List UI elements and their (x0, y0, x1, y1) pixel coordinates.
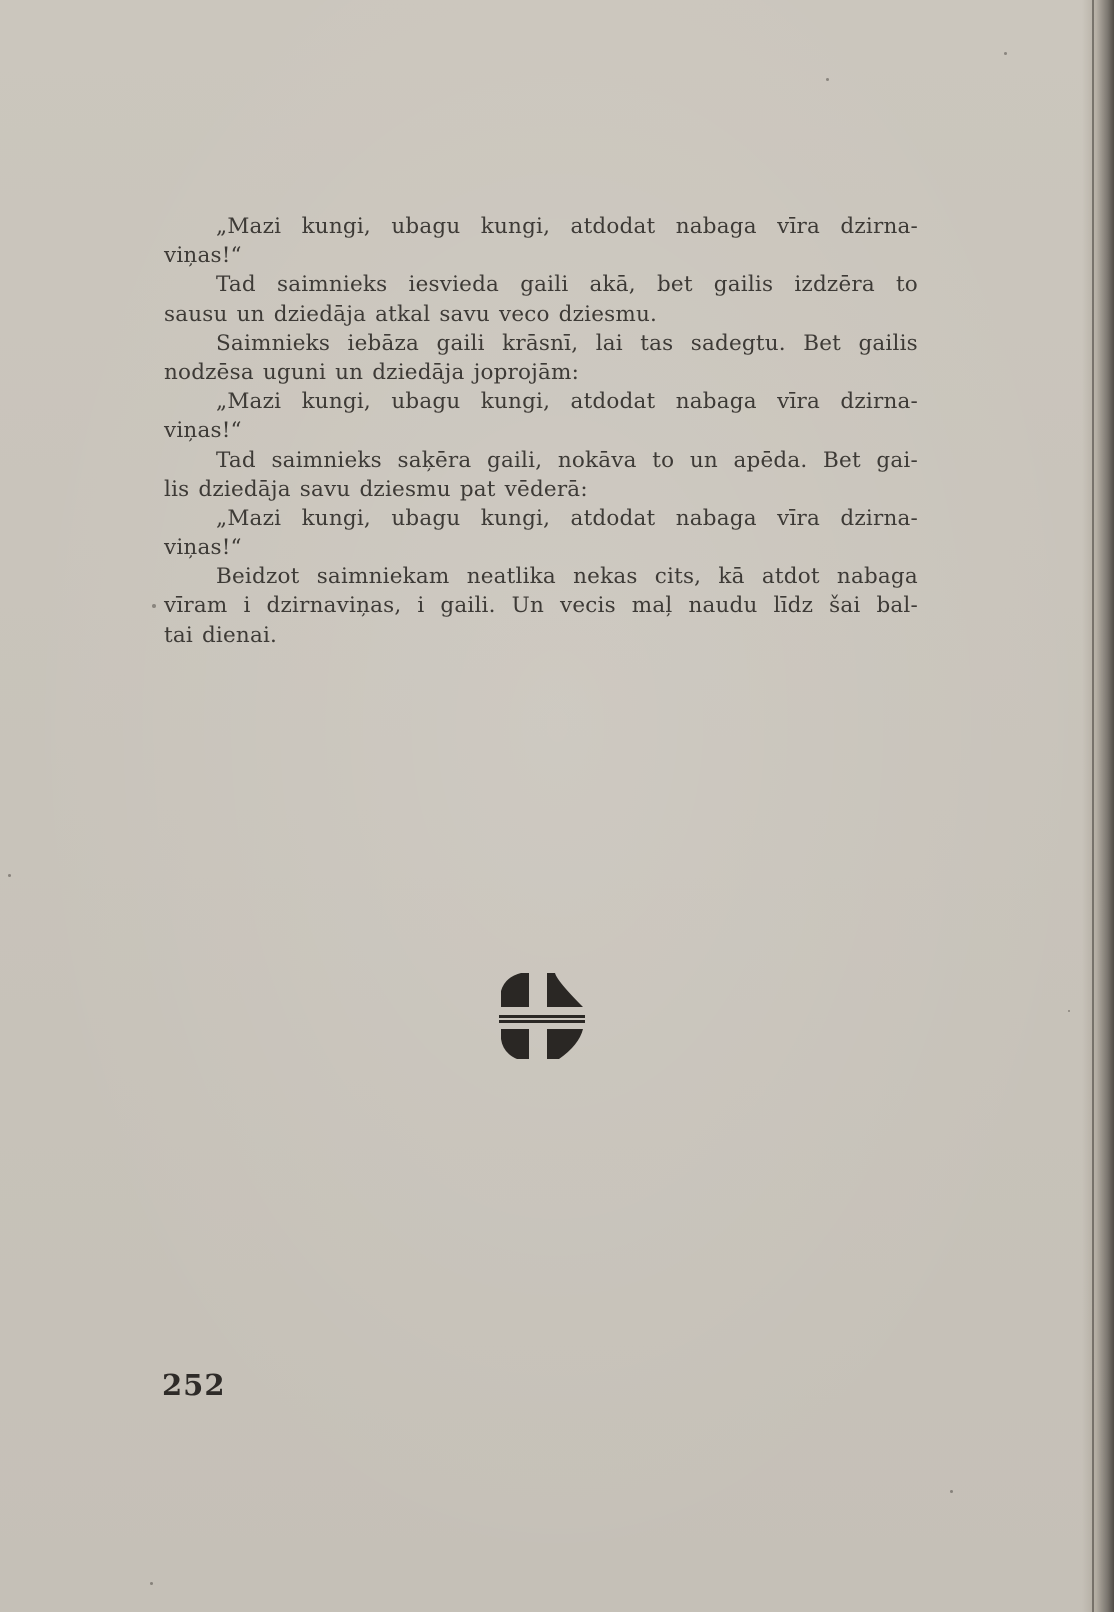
text-word: vīra (777, 389, 821, 415)
printers-ornament-icon (499, 971, 585, 1061)
text-word: un (689, 447, 718, 473)
text-word: neatlika (466, 564, 556, 590)
text-line (164, 387, 918, 416)
text-word: dziedāja (198, 476, 291, 502)
text-word: dziedāja (273, 301, 367, 327)
text-word: nabaga (675, 214, 757, 239)
text-word: nabaga (675, 389, 757, 415)
text-line (164, 416, 918, 445)
text-word: gailis (713, 272, 774, 298)
text-word: Bet (823, 447, 861, 473)
text-word: sadegtu. (690, 330, 786, 356)
paper-speck (1004, 52, 1007, 55)
text-word: saimnieks (271, 447, 382, 473)
text-word: lai (595, 330, 623, 356)
text-word: dziesmu (359, 476, 451, 502)
text-word: viņas!“ (164, 418, 242, 444)
text-word: Un (511, 593, 545, 619)
text-word: akā, (589, 272, 636, 298)
text-word: bal- (876, 593, 918, 619)
text-word: ubagu (391, 505, 461, 531)
text-word: pat (459, 476, 496, 502)
text-word: „Mazi (216, 389, 282, 415)
text-word: vīra (777, 214, 821, 239)
text-word: nekas (573, 564, 638, 590)
text-word: saķēra (397, 447, 472, 473)
text-word: kungi, (480, 214, 551, 239)
text-word: ubagu (391, 389, 461, 415)
page-number: 252 (162, 1368, 226, 1402)
text-word: saimnieks (276, 272, 388, 298)
text-word: sausu (164, 301, 228, 327)
text-word: un (236, 301, 265, 327)
text-word: naudu (688, 593, 758, 619)
text-word: dzirna- (840, 389, 918, 415)
text-word: iesvieda (408, 272, 500, 298)
text-word: līdz (773, 593, 814, 619)
text-word: gailis (858, 330, 918, 356)
text-word: kā (718, 564, 745, 590)
text-word: dzirna- (840, 505, 918, 531)
text-word: savu (299, 476, 351, 502)
text-line (164, 591, 918, 620)
text-word: ubagu (391, 214, 461, 239)
text-word: gaili. (440, 593, 496, 619)
text-word: dzirna- (840, 214, 918, 239)
text-word: vīra (777, 505, 821, 531)
text-word: Bet (803, 330, 842, 356)
text-line (164, 300, 918, 329)
text-word: Tad (216, 272, 256, 298)
body-text (164, 212, 918, 650)
text-word: vecis (559, 593, 616, 619)
text-line (164, 270, 918, 299)
text-word: vēderā: (504, 476, 588, 502)
text-word: atdodat (570, 389, 656, 415)
text-word: to (895, 272, 918, 298)
text-word: dienai. (201, 622, 278, 648)
text-word: i (417, 593, 425, 619)
text-line (164, 621, 918, 650)
text-word: dzirnaviņas, (266, 593, 402, 619)
text-line (164, 212, 918, 241)
text-word: kungi, (480, 505, 551, 531)
text-line (164, 562, 918, 591)
paper-speck (150, 1582, 153, 1585)
text-word: izdzēra (794, 272, 875, 298)
text-word: saimniekam (316, 564, 450, 590)
text-word: atdodat (570, 505, 656, 531)
text-word: apēda. (733, 447, 808, 473)
text-word: to (652, 447, 675, 473)
text-word: nabaga (675, 505, 757, 531)
page-binding-shadow (1082, 0, 1114, 1612)
text-word: iebāza (347, 330, 420, 356)
text-line (164, 504, 918, 533)
text-word: gaili (520, 272, 569, 298)
text-word: cits, (654, 564, 702, 590)
text-word: tas (640, 330, 674, 356)
text-word: savu (439, 301, 490, 327)
text-line (164, 446, 918, 475)
text-word: gaili, (486, 447, 543, 473)
text-line (164, 358, 918, 387)
text-word: dziedāja (372, 359, 465, 385)
text-word: nabaga (836, 564, 918, 590)
text-word: kungi, (480, 389, 551, 415)
text-word: tai (164, 622, 193, 648)
paper-speck (1068, 1010, 1070, 1012)
text-word: „Mazi (216, 505, 282, 531)
text-word: Saimnieks (216, 330, 331, 356)
text-word: kungi, (301, 505, 371, 531)
text-word: kungi, (301, 389, 371, 415)
text-word: i (243, 593, 251, 619)
text-line (164, 475, 918, 504)
text-word: atkal (375, 301, 431, 327)
text-line (164, 329, 918, 358)
text-word: uguni (262, 359, 327, 385)
text-word: dziesmu. (558, 301, 658, 327)
paper-speck (950, 1490, 953, 1493)
text-word: gai- (876, 447, 918, 473)
text-word: maļ (631, 593, 673, 619)
text-word: Beidzot (216, 564, 300, 590)
text-line (164, 241, 918, 270)
text-word: viņas!“ (164, 535, 242, 561)
text-word: lis (164, 476, 190, 502)
text-word: nodzēsa (164, 359, 254, 385)
text-word: vīram (164, 593, 228, 619)
text-word: atdot (761, 564, 820, 590)
text-word: „Mazi (216, 214, 282, 239)
text-word: un (335, 359, 364, 385)
text-word: veco (498, 301, 550, 327)
text-word: bet (656, 272, 693, 298)
page-binding-edge (1092, 0, 1094, 1612)
paper-speck (826, 78, 829, 81)
text-word: joprojām: (473, 359, 580, 385)
text-line (164, 533, 918, 562)
text-word: nokāva (557, 447, 637, 473)
text-word: Tad (216, 447, 256, 473)
text-word: gaili (436, 330, 485, 356)
paper-speck (152, 604, 156, 608)
paper-speck (8, 874, 11, 877)
text-word: viņas!“ (164, 243, 242, 269)
text-word: kungi, (301, 214, 371, 239)
text-word: šai (829, 593, 861, 619)
text-word: krāsnī, (502, 330, 579, 356)
text-word: atdodat (570, 214, 656, 239)
